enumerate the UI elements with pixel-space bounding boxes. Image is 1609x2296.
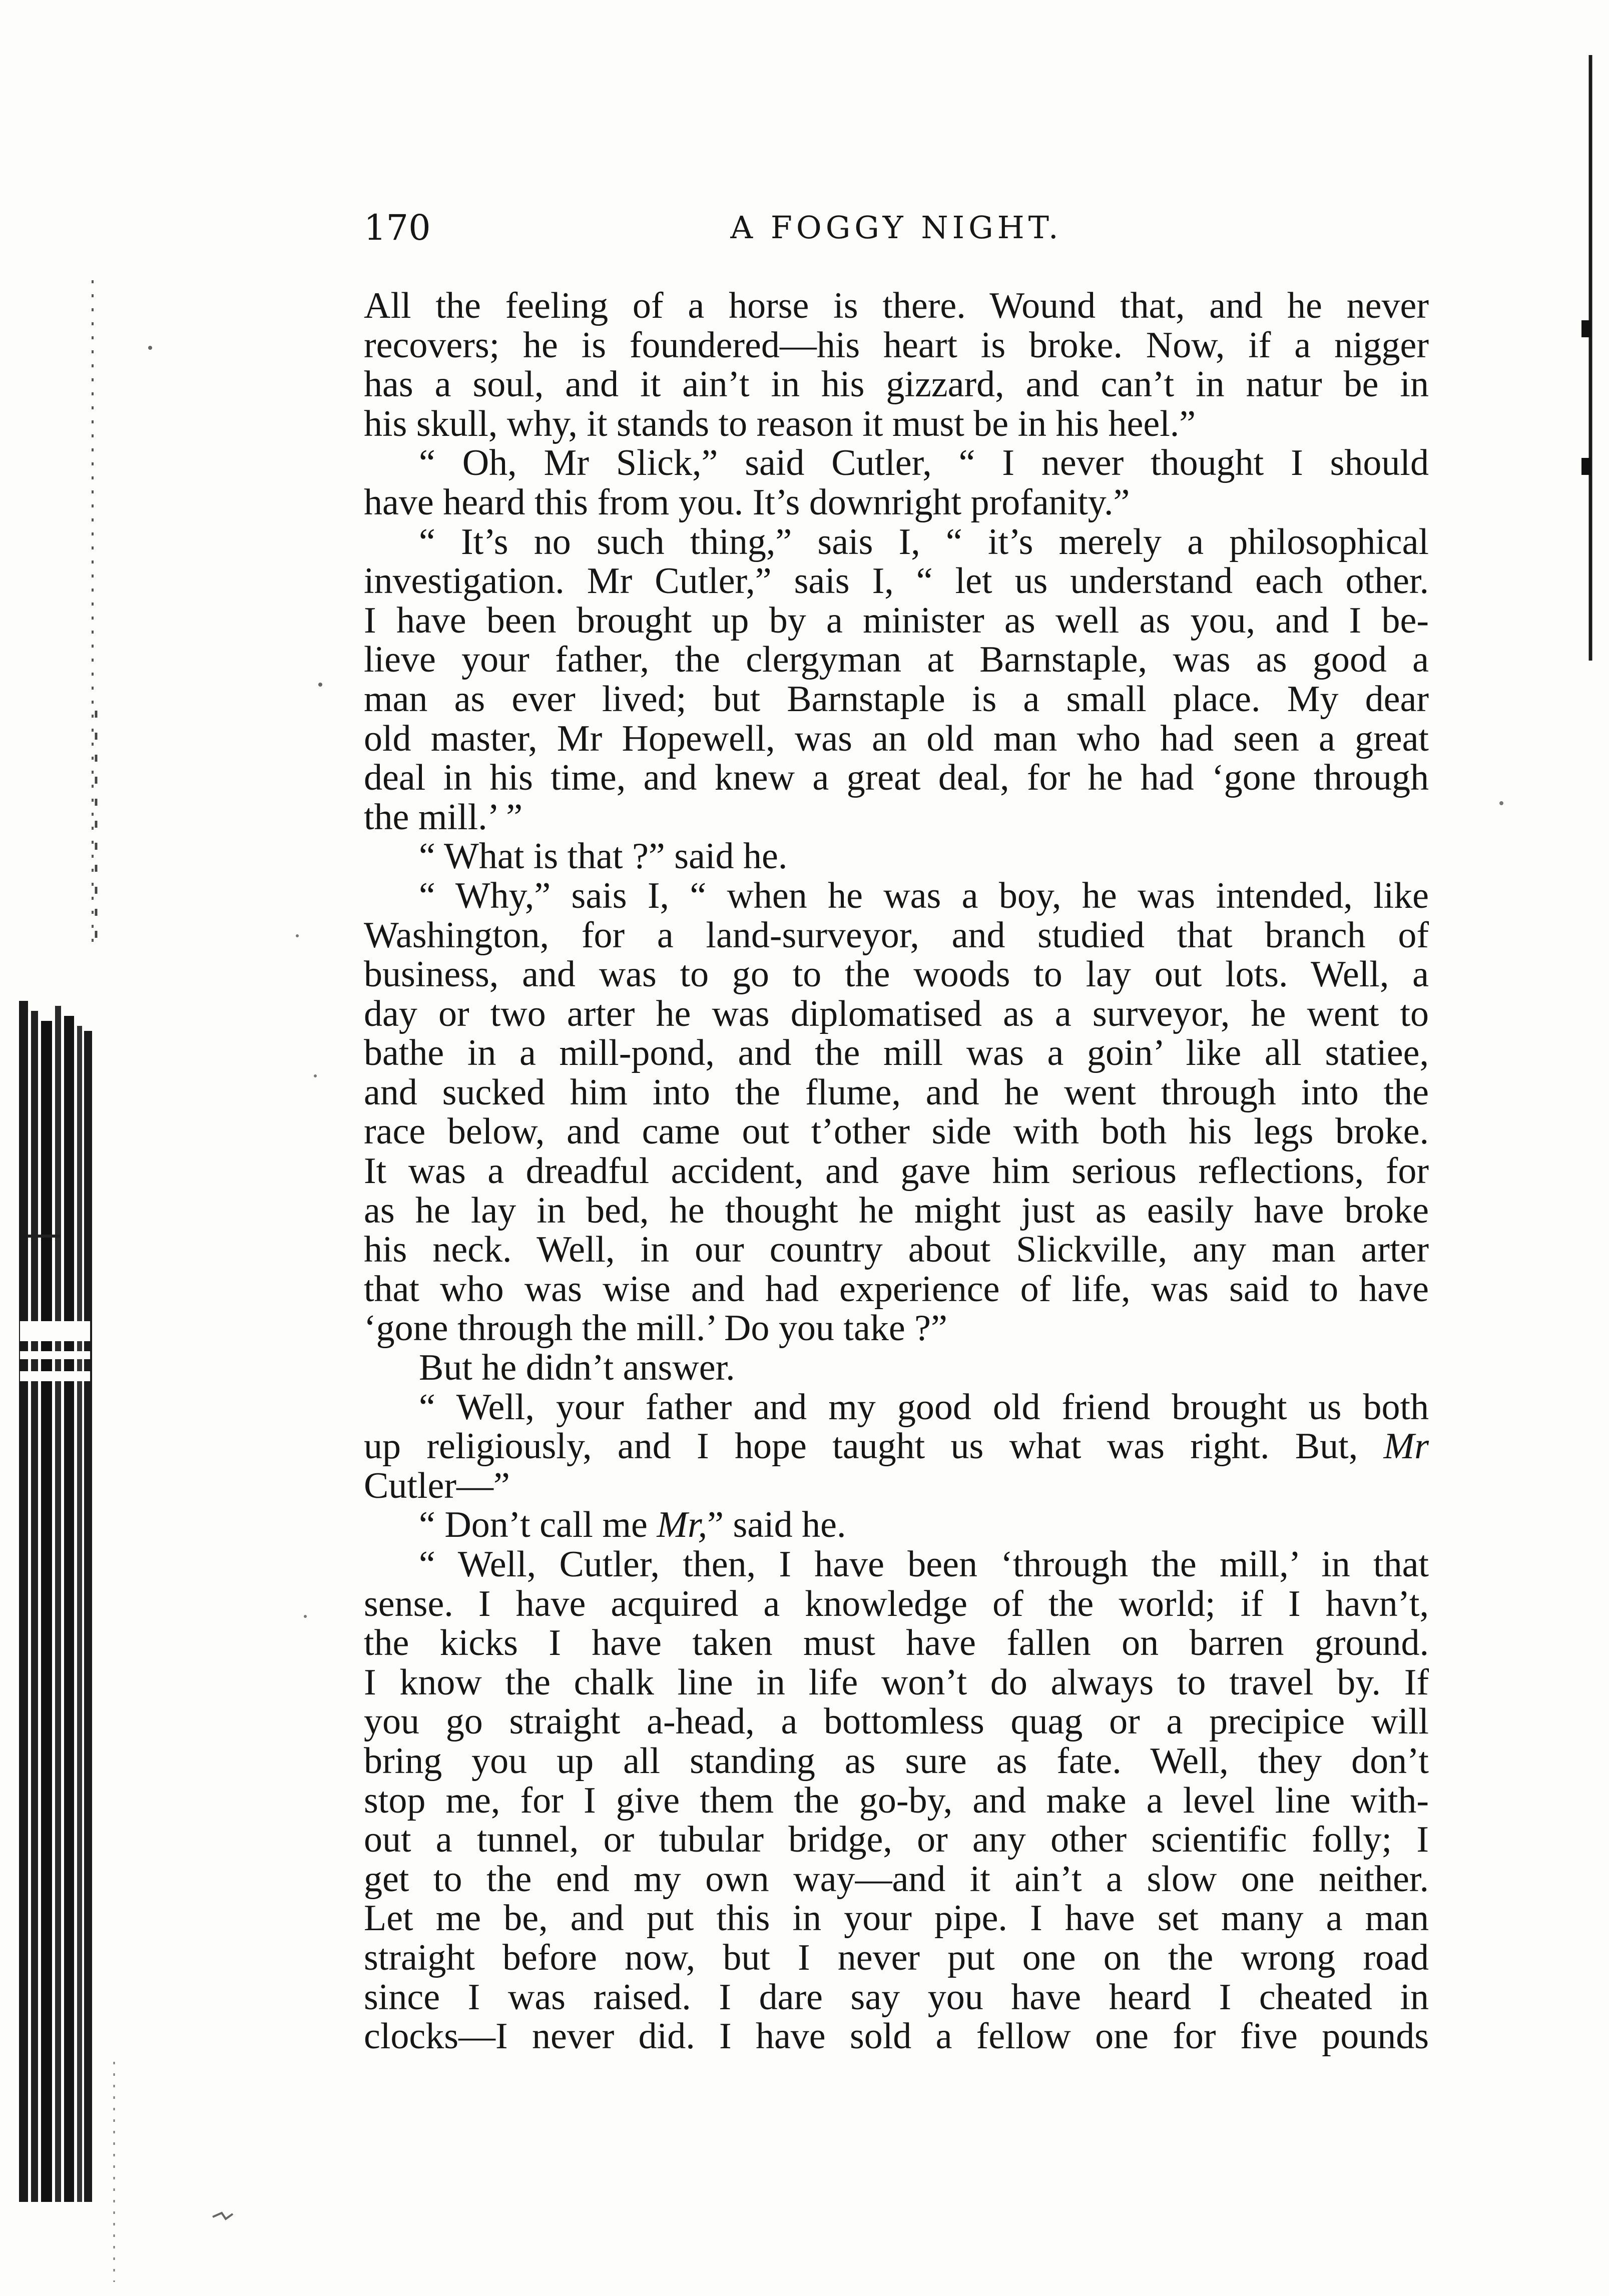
text-line [364, 955, 1429, 994]
text-line [364, 1623, 1429, 1663]
text-line-content: that who was wise and had experience of life, was said to have [364, 1268, 1429, 1310]
text-line [364, 758, 1429, 798]
text-line [364, 640, 1429, 680]
text-line [364, 1270, 1429, 1309]
text-line-content: But he didn’t answer. [419, 1347, 735, 1389]
text-line [364, 1152, 1429, 1191]
text-line-content: race below, and came out t’other side with both his legs broke. [364, 1111, 1429, 1153]
text-line [364, 1348, 1429, 1388]
text-line-content: I have been brought up by a minister as well as you, and I be- [364, 600, 1429, 641]
text-line [364, 1505, 1429, 1545]
text-line-content: get to the end my own way—and it ain’t a slow one neither. [364, 1858, 1429, 1900]
text-line-tail: ” said he. [707, 1504, 846, 1546]
page-number: 170 [364, 207, 431, 248]
text-line-content: straight before now, but I never put one on the wrong road [364, 1937, 1429, 1978]
text-line [364, 1545, 1429, 1584]
text-line-content: the mill.’ ” [364, 796, 523, 838]
text-line-content: the kicks I have taken must have fallen on barren ground. [364, 1622, 1429, 1664]
text-line-content: as he lay in bed, he thought he might just as easily have broke [364, 1190, 1429, 1231]
text-line [364, 286, 1429, 326]
text-line [364, 601, 1429, 641]
text-line [364, 1584, 1429, 1624]
text-line [364, 1742, 1429, 1781]
text-line-content: man as ever lived; but Barnstaple is a small place. My dear [364, 678, 1429, 720]
text-line [364, 1230, 1429, 1270]
text-line [364, 916, 1429, 955]
text-line [364, 1663, 1429, 1702]
text-line [364, 1938, 1429, 1978]
text-line-content: I know the chalk line in life won’t do always to travel by. If [364, 1661, 1429, 1703]
text-line-content: lieve your father, the clergyman at Barnstaple, was as good a [364, 639, 1429, 681]
text-line-content: sense. I have acquired a knowledge of the world; if I havn’t, [364, 1583, 1429, 1624]
text-line-content: All the feeling of a horse is there. Wound that, and he never [364, 285, 1429, 326]
body-text [364, 286, 1429, 2056]
text-line [364, 365, 1429, 404]
text-line-content: “ It’s no such thing,” sais I, “ it’s merely a philosophical [419, 521, 1429, 562]
text-line [364, 326, 1429, 365]
text-line [364, 1820, 1429, 1860]
text-line-content: It was a dreadful accident, and gave him serious reflections, for [364, 1151, 1429, 1192]
text-line-content: investigation. Mr Cutler,” sais I, “ let us understand each other. [364, 560, 1429, 602]
text-line-content: clocks—I never did. I have sold a fellow one for five pounds [364, 2016, 1429, 2057]
text-line [364, 1427, 1429, 1466]
text-line [364, 1466, 1429, 1506]
text-line-content: Washington, for a land-surveyor, and studied that branch of [364, 914, 1429, 956]
text-line [364, 1702, 1429, 1742]
text-line [364, 1978, 1429, 2017]
text-line [364, 994, 1429, 1034]
text-line-content: stop me, for I give them the go-by, and make a level line with- [364, 1780, 1429, 1821]
text-line [364, 1899, 1429, 1938]
text-line-content: up religiously, and I hope taught us what was right. But, [364, 1426, 1384, 1467]
text-line [364, 1781, 1429, 1821]
italic-text: Mr, [657, 1504, 708, 1546]
text-line-content: ‘gone through the mill.’ Do you take ?” [364, 1308, 947, 1349]
text-line [364, 876, 1429, 916]
text-line-content: you go straight a-head, a bottomless quag or a precipice will [364, 1701, 1429, 1743]
text-line-content: since I was raised. I dare say you have heard I cheated in [364, 1976, 1429, 2018]
text-line [364, 443, 1429, 483]
text-line [364, 483, 1429, 522]
text-line-content: out a tunnel, or tubular bridge, or any other scientific folly; I [364, 1819, 1429, 1861]
text-line [364, 798, 1429, 837]
text-line [364, 561, 1429, 601]
text-line [364, 1033, 1429, 1073]
text-line-content: “ Well, Cutler, then, I have been ‘through the mill,’ in that [419, 1544, 1429, 1585]
text-line-content: Cutler—” [364, 1465, 510, 1506]
text-line [364, 719, 1429, 759]
text-line-content: his neck. Well, in our country about Slickville, any man arter [364, 1229, 1429, 1271]
text-line-content: bathe in a mill-pond, and the mill was a goin’ like all statiee, [364, 1032, 1429, 1074]
text-line [364, 522, 1429, 562]
text-line-content: has a soul, and it ain’t in his gizzard, and can’t in natur be in [364, 364, 1429, 405]
text-line [364, 404, 1429, 444]
text-line [364, 837, 1429, 876]
text-line [364, 1388, 1429, 1427]
italic-text: Mr [1383, 1426, 1429, 1467]
text-line-content: deal in his time, and knew a great deal, for he had ‘gone through [364, 757, 1429, 799]
text-line-content: business, and was to go to the woods to lay out lots. Well, a [364, 954, 1429, 995]
text-line-content: day or two arter he was diplomatised as a surveyor, he went to [364, 993, 1429, 1034]
text-line [364, 680, 1429, 719]
text-line [364, 1112, 1429, 1152]
text-line [364, 1860, 1429, 1899]
running-head: A FOGGY NIGHT. [730, 209, 1062, 246]
text-line-content: recovers; he is foundered—his heart is broke. Now, if a nigger [364, 324, 1429, 366]
text-line [364, 1191, 1429, 1231]
text-line-content: his skull, why, it stands to reason it must be in his heel.” [364, 403, 1196, 444]
page-header [364, 200, 1429, 255]
text-line [364, 1309, 1429, 1348]
text-line-content: have heard this from you. It’s downright profanity.” [364, 481, 1130, 523]
text-line-content: and sucked him into the flume, and he went through into the [364, 1071, 1429, 1113]
text-line [364, 1073, 1429, 1112]
text-line-content: “ Oh, Mr Slick,” said Cutler, “ I never thought I should [419, 442, 1429, 484]
text-line-content: “ Why,” sais I, “ when he was a boy, he was intended, like [419, 875, 1429, 916]
text-line-content: old master, Mr Hopewell, was an old man who had seen a great [364, 718, 1429, 759]
text-line-content: “ Don’t call me [419, 1504, 657, 1546]
text-line-content: “ What is that ?” said he. [419, 836, 788, 877]
text-line-content: “ Well, your father and my good old friend brought us both [419, 1386, 1429, 1428]
text-line-content: bring you up all standing as sure as fate. Well, they don’t [364, 1740, 1429, 1782]
text-line [364, 2017, 1429, 2056]
text-line-content: Let me be, and put this in your pipe. I have set many a man [364, 1898, 1429, 1939]
